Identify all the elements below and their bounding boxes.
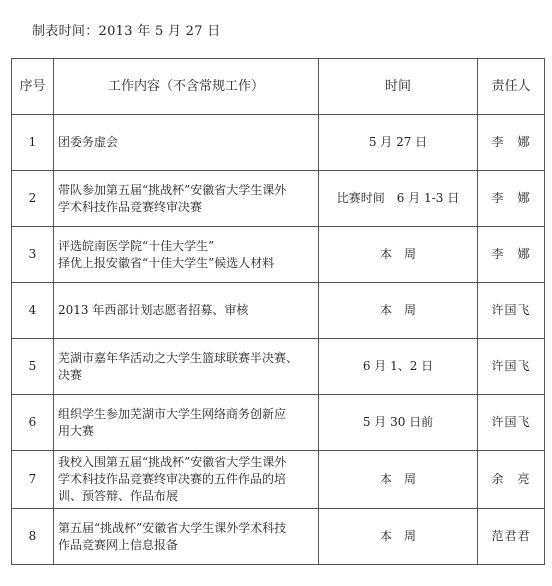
row-content-line: 作品竞赛网上信息报备 [58,537,179,552]
table-row [12,171,545,227]
row-time: 本 周 [319,227,478,283]
table-header [12,59,545,115]
table-caption: 制表时间：2013 年 5 月 27 日 [32,24,221,39]
row-content-line: 我校入围第五届“挑战杯”安徽省大学生课外 [58,455,287,469]
row-content [54,395,319,451]
row-number: 7 [12,451,54,509]
table-row [12,283,545,339]
table-row [12,509,545,565]
row-content-line: 芜湖市嘉年华活动之大学生篮球联赛半决赛、 [58,350,299,365]
row-number: 4 [12,283,54,339]
row-owner: 李 娜 [478,227,545,283]
table-row [12,339,545,395]
header-content: 工作内容（不含常规工作） [54,59,319,115]
row-owner: 范君君 [478,509,545,565]
row-time: 6 月 1、2 日 [319,339,478,395]
row-content-line: 学术科技作品竞赛终审决赛的五件作品的培 [58,472,287,486]
table-row [12,227,545,283]
row-content [54,339,319,395]
table-row [12,115,545,171]
row-content [54,283,319,339]
row-content-line: 2013 年西部计划志愿者招募、审核 [58,303,249,317]
row-time: 5 月 30 日前 [319,395,478,451]
row-content [54,115,319,171]
header-owner: 责任人 [478,59,545,115]
row-number: 5 [12,339,54,395]
row-content-line: 用大赛 [58,423,95,438]
table-row [12,451,545,509]
row-owner: 许国飞 [478,283,545,339]
row-owner: 许国飞 [478,339,545,395]
row-owner: 李 娜 [478,171,545,227]
row-content-line: 择优上报安徽省“十佳大学生”候选人材料 [58,255,275,270]
row-time: 比赛时间 6 月 1-3 日 [319,171,478,227]
row-time: 5 月 27 日 [319,115,478,171]
header-no: 序号 [12,59,54,115]
row-time: 本 周 [319,283,478,339]
row-number: 8 [12,509,54,565]
row-number: 6 [12,395,54,451]
table-row [12,395,545,451]
row-number: 2 [12,171,54,227]
row-time: 本 周 [319,509,478,565]
row-owner: 李 娜 [478,115,545,171]
row-content-line: 决赛 [58,367,83,382]
row-owner: 许国飞 [478,395,545,451]
row-content [54,227,319,283]
row-content [54,509,319,565]
work-schedule-table [11,58,545,565]
row-content-line: 组织学生参加芜湖市大学生网络商务创新应 [58,406,287,421]
row-content-line: 团委务虚会 [58,135,119,149]
row-content-line: 训、预答辩、作品布展 [58,489,179,503]
header-row [12,59,545,115]
table-body [12,115,545,565]
row-number: 3 [12,227,54,283]
row-content-line: 带队参加第五届“挑战杯”安徽省大学生课外 [58,182,287,197]
row-content [54,171,319,227]
row-owner: 余 亮 [478,451,545,509]
row-number: 1 [12,115,54,171]
row-content-line: 评选皖南医学院“十佳大学生” [58,238,215,253]
row-time: 本 周 [319,451,478,509]
row-content-line: 学术科技作品竞赛终审决赛 [58,199,203,214]
row-content [54,451,319,509]
header-time: 时间 [319,59,478,115]
row-content-line: 第五届“挑战杯”安徽省大学生课外学术科技 [58,520,287,535]
